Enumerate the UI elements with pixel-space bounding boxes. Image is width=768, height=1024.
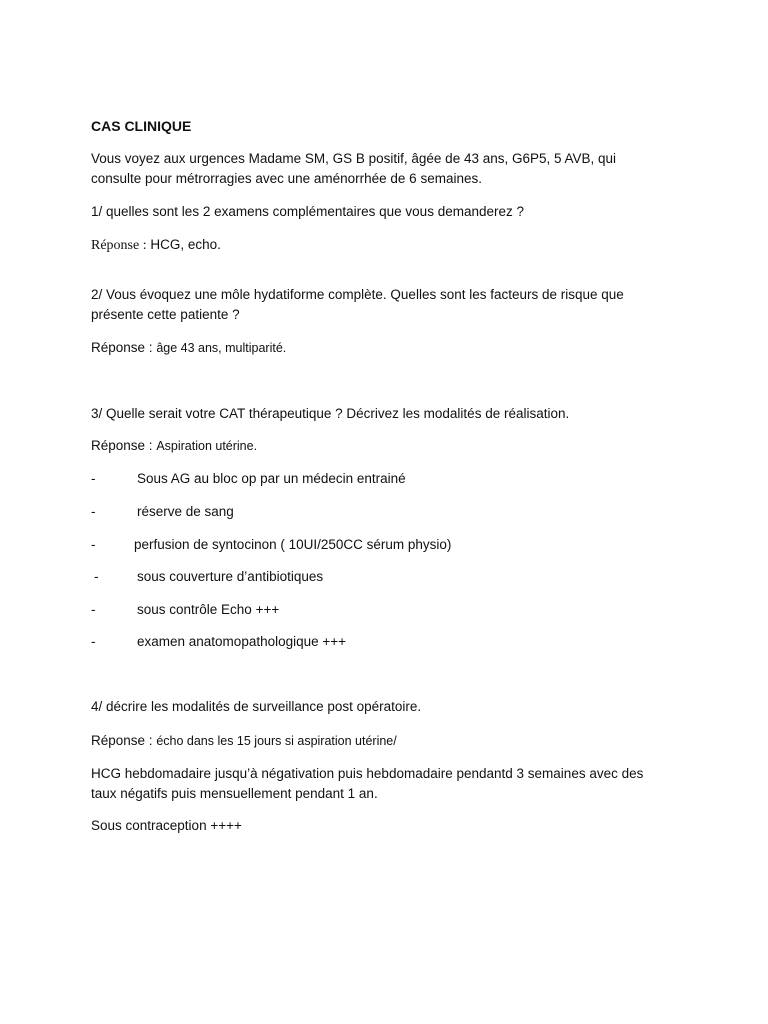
question-4: 4/ décrire les modalités de surveillance post opératoire.	[91, 699, 422, 714]
answer-2-text: âge 43 ans, multiparité.	[156, 341, 287, 355]
bullet-dash: -	[94, 569, 99, 584]
bullet-text: sous contrôle Echo +++	[137, 602, 280, 617]
bullet-dash: -	[91, 537, 96, 552]
answer-3-label: Réponse :	[91, 438, 153, 453]
intro-line-1: Vous voyez aux urgences Madame SM, GS B positif, âgée de 43 ans, G6P5, 5 AVB, qui	[91, 151, 617, 166]
closing-note: Sous contraception ++++	[91, 818, 242, 833]
answer-1	[91, 235, 221, 256]
answer-1-label: Réponse :	[91, 238, 147, 253]
document-title: CAS CLINIQUE	[91, 118, 192, 134]
bullet-text: Sous AG au bloc op par un médecin entrainé	[137, 471, 406, 486]
answer-4	[91, 731, 397, 751]
bullet-text: réserve de sang	[137, 504, 234, 519]
question-2-line-2: présente cette patiente ?	[91, 307, 240, 322]
answer-4-detail-line-1: HCG hebdomadaire jusqu’à négativation puis hebdomadaire pendantd 3 semaines avec des	[91, 766, 644, 781]
bullet-text: sous couverture d’antibiotiques	[137, 569, 324, 584]
question-2-line-1: 2/ Vous évoquez une môle hydatiforme complète. Quelles sont les facteurs de risque que	[91, 287, 624, 302]
answer-3	[91, 436, 257, 456]
bullet-dash: -	[91, 471, 96, 486]
intro-line-2: consulte pour métrorragies avec une aménorrhée de 6 semaines.	[91, 171, 482, 186]
answer-4-detail-line-2: taux négatifs puis mensuellement pendant 1 an.	[91, 786, 378, 801]
bullet-text: examen anatomopathologique +++	[137, 634, 347, 649]
answer-4-label: Réponse :	[91, 733, 153, 748]
bullet-dash: -	[91, 634, 96, 649]
bullet-dash: -	[91, 602, 96, 617]
answer-1-text: HCG, echo.	[150, 237, 221, 252]
bullet-text: perfusion de syntocinon ( 10UI/250CC sérum physio)	[134, 537, 452, 552]
question-1: 1/ quelles sont les 2 examens complémentaires que vous demanderez ?	[91, 204, 524, 219]
answer-2-label: Réponse :	[91, 340, 153, 355]
bullet-dash: -	[91, 504, 96, 519]
answer-3-text: Aspiration utérine.	[156, 439, 258, 453]
question-3: 3/ Quelle serait votre CAT thérapeutique ? Décrivez les modalités de réalisation.	[91, 406, 570, 421]
answer-2	[91, 338, 286, 358]
answer-4-text: écho dans les 15 jours si aspiration utérine/	[156, 734, 397, 748]
